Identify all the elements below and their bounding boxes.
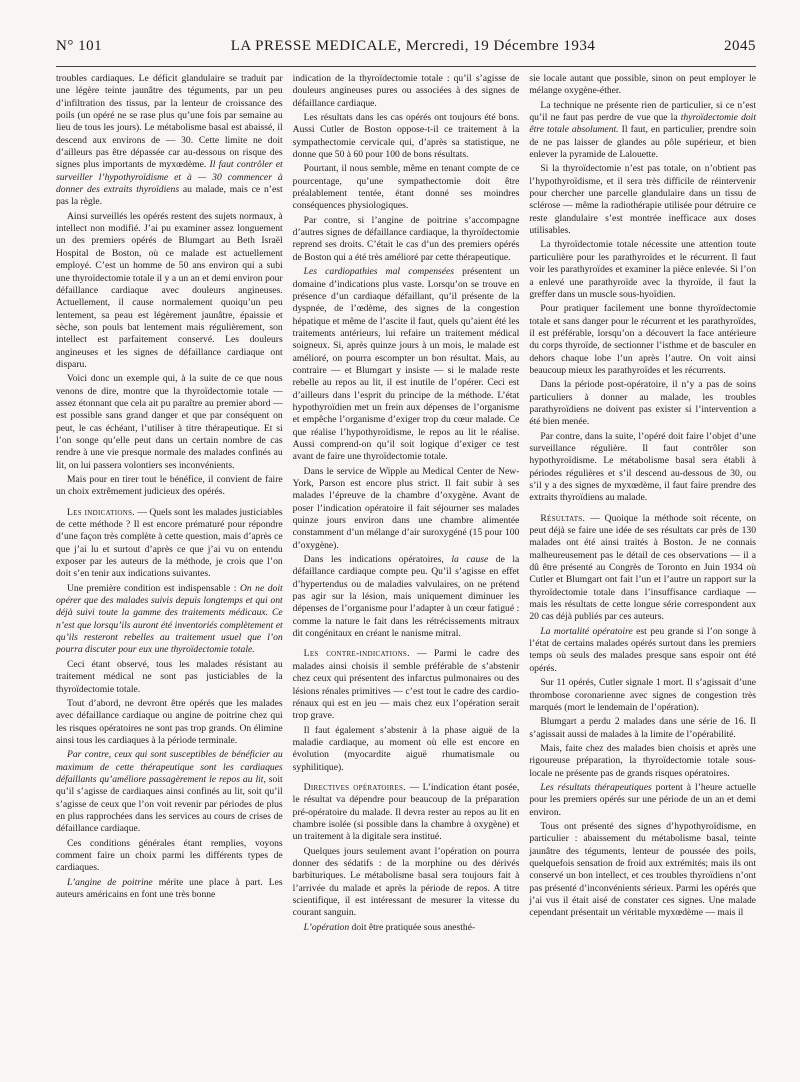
- paragraph-text: Tout d’abord, ne devront être opérés que les malades avec défaillance cardiaque ou angine de poitrine chez qui les risques opératoires ne sont pas trop grands. On élimine ainsi tous les cardiaques à la période terminale.: [56, 697, 283, 746]
- paragraph: [293, 554, 520, 640]
- page-number: 2045: [724, 38, 756, 54]
- paragraph: [56, 838, 283, 875]
- paragraph: [529, 513, 756, 624]
- paragraph: [529, 716, 756, 741]
- paragraph-text: Si la thyroïdectomie n’est pas totale, on n’obtient pas l’hypothyroïdisme, et il sera très difficile de réintervenir pour chercher une parcelle glandulaire dans un tissu de sclérose — même la radiothérapie utilisée pour détruire ce reste glandulaire s’est montrée inefficace aux doses utilisables.: [529, 163, 757, 237]
- paragraph: [293, 73, 520, 110]
- text-column: [56, 73, 283, 936]
- paragraph-text: soit qu’il s’agisse de cardiaques ainsi confinés au lit, soit qu’il s’agisse de ceux que l’on voit revenir par périodes de plus en plus rapprochées dans les services au cours de crises de défaillance cardiaque.: [56, 773, 283, 835]
- paragraph: [529, 73, 756, 98]
- emphasis-text: la cause: [451, 554, 489, 566]
- paragraph: [293, 725, 520, 774]
- text-columns: [56, 73, 756, 936]
- paragraph-text: — Parmi le cadre des malades ainsi choisis il semble préférable de s’abstenir chez ceux qui présentent des infarctus pulmonaires ou des lésions rénales primitives — c’est tout le cadre des cardio-rénaux qui est en jeu — mais chez eux l’opération serait trop grave.: [292, 648, 520, 722]
- paragraph-text: Voici donc un exemple qui, à la suite de ce que nous venons de dire, montre que la thyroïdectomie totale — assez étonnant que cela ait pu paraître au premier abord — est possible sans grand danger et que par conséquent on peut, le cas échéant, l’utiliser à titre thérapeutique. Et si l’on songe qu’elle peut dans un certain nombre de cas rendre à une vie presque normale des malades confinés au lit, on lui passera volontiers ses inconvénients.: [56, 373, 283, 471]
- emphasis-text: On ne doit opérer que des malades suivis depuis longtemps et qui ont déjà suivi toute la gamme des traitements médicaux. Ce n’est que lorsqu’ils auront été inventoriés complètement et qu’ils resteront rebelles au traitement usuel que l’on pourra discuter pour eux une thyroïdectomie totale.: [56, 582, 283, 656]
- paragraph-text: Ceci étant observé, tous les malades résistant au traitement médical ne sont pas justiciables de la thyroïdectomie totale.: [56, 658, 283, 695]
- paragraph-text: Sur 11 opérés, Cutler signale 1 mort. Il s’agissait d’une thrombose coronarienne avec signes de congestion très marqués (mort le lendemain de l’opération).: [529, 677, 757, 713]
- paragraph: [293, 648, 520, 722]
- paragraph-text: — Quoique la méthode soit récente, on peut déjà se faire une idée de ses résultats car près de 130 malades ont été ainsi traités à Boston. Je ne connais malheureusement pas le détail de ces observations — il a dû être présenté au Congrès de Toronto en Juin 1934 où Cutler et Blumgart ont fait l’un et l’autre un rapport sur la thyroïdectomie totale dans l’insuffisance cardiaque — mais les résultats de cette longue série correspondent aux 20 cas déjà publiés par ces auteurs.: [529, 512, 757, 623]
- paragraph: [529, 821, 756, 920]
- paragraph-text: troubles cardiaques. Le déficit glandulaire se traduit par une légère teinte jaunâtre des téguments, par un peu d’infiltration des tissus, par la lenteur de croissance des poils (un opéré ne se rase plus qu’une fois par semaine au lieu de tous les jours). Le métabolisme basal est abaissé, il descend aux environs de — 30. Cette limite ne doit d’ailleurs pas être dépassée car au-dessous on risque des signes plus importants de myxœdème.: [56, 73, 283, 171]
- emphasis-text: L’angine de poitrine: [67, 876, 153, 888]
- paragraph-text: Il faut également s’abstenir à la phase aiguë de la maladie cardiaque, au moment où elle est encore en évolution (myocardite aiguë rhumatismale ou syphilitique).: [292, 724, 520, 773]
- paragraph: [56, 659, 283, 696]
- paragraph-text: La technique ne présente rien de particulier, si ce n’est qu’il ne faut pas perdre de vue que la: [529, 99, 757, 124]
- paragraph-text: — Quels sont les malades justiciables de cette méthode ? Il est encore prématuré pour répondre d’une façon très complète à cette question, mais d’après ce que j’ai lu et surtout d’après ce que j’ai vu on entendu exposer par les auteurs de la méthode, je crois que l’on doit s’en tenir aux indications suivantes.: [56, 506, 283, 580]
- paragraph-text: Il faut, en particulier, prendre soin de ne pas laisser de glandes au pôle supérieur, et bien enlever la pyramide de Lalouette.: [529, 124, 757, 161]
- paragraph: [529, 379, 756, 428]
- paragraph-text: doit être pratiquée sous anesthé-: [349, 921, 476, 933]
- paragraph: [293, 266, 520, 464]
- emphasis-text: Il faut contrôler et surveiller l’hypothyroïdisme et à — 30 commencer à donner des extraits thyroïdiens: [56, 159, 283, 196]
- journal-title: LA PRESSE MEDICALE, Mercredi, 19 Décembre 1934: [230, 38, 596, 54]
- paragraph-text: Une première condition est indispensable :: [67, 582, 240, 594]
- emphasis-text: Les résultats thérapeutiques: [540, 781, 652, 793]
- paragraph: [529, 743, 756, 780]
- paragraph: [529, 782, 756, 819]
- paragraph-text: sie locale autant que possible, sinon on peut employer le mélange oxygène-éther.: [529, 73, 757, 97]
- text-column: [529, 73, 756, 936]
- paragraph-text: Dans la période post-opératoire, il n’y a pas de soins particuliers à donner au malade, les troubles parathyroïdiens ne doivent pas exister si l’intervention a été bien menée.: [529, 379, 757, 428]
- paragraph-text: au malade, mais ce n’est pas la règle.: [56, 184, 283, 208]
- paragraph-text: mérite une place à part. Les auteurs américains en font une très bonne: [56, 876, 283, 900]
- emphasis-text: Par contre, ceux qui sont susceptibles de bénéficier au maximum de cette thérapeutique sont les cardiaques défaillants qu’améliore passagèrement le repos au lit,: [56, 749, 283, 785]
- paragraph-text: Par contre, dans la suite, l’opéré doit faire l’objet d’une surveillance régulière. Il faut contrôler son hypothyroïdisme. Le métabolisme basal sera établi à périodes régulières et s’il descend au-dessous de 30, ou s’il y a des signes de myxœdème, il faut faire prendre des extraits thyroïdiens au malade.: [529, 430, 757, 504]
- paragraph-text: Dans les indications opératoires,: [303, 554, 452, 566]
- paragraph: [56, 73, 283, 209]
- paragraph: [529, 626, 756, 675]
- paragraph: [293, 466, 520, 552]
- paragraph: [56, 507, 283, 581]
- paragraph-text: Pourtant, il nous semble, même en tenant compte de ce pourcentage, qu’une sympathectomie doit être préalablement tentée, étant donné ses moindres conséquences physiologiques.: [292, 163, 520, 212]
- page-header: [56, 38, 756, 62]
- paragraph-text: Quelques jours seulement avant l’opération on pourra donner des sédatifs : de la morphine ou des dérivés barbituriques. Le métabolisme basal sera toujours fait à l’arrivée du malade et après la période de repos. A titre scientifique, il est intéressant de mesurer la vitesse du courant sanguin.: [292, 845, 520, 919]
- paragraph-text: Dans le service de Wipple au Medical Center de New-York, Parson est encore plus strict. Il fait subir à ses malades l’épreuve de la chambre d’oxygène. Avant de poser l’indication opératoire il fait séjourner ses malades quinze jours environ dans une chambre alimentée constamment d’un mélange d’air suroxygéné (15 pour 100 d’oxygène).: [292, 465, 520, 551]
- paragraph-text: Par contre, si l’angine de poitrine s’accompagne d’autres signes de défaillance cardiaque, la thyroïdectomie reprend ses droits. C’était le cas d’un des premiers opérés de Boston qui a été très amélioré par cette thérapeutique.: [292, 214, 520, 263]
- emphasis-text: thyroïdectomie doit être totale absolument.: [529, 112, 757, 136]
- paragraph: [529, 100, 756, 162]
- paragraph-text: La thyroïdectomie totale nécessite une attention toute particulière pour les parathyroïdes et le récurrent. Il faut voir les parathyroïdes et examiner la pièce enlevée. Si l’on a enlevé une parathyroïde avec la thyroïde, il faut la greffer dans un muscle sous-hyoïdien.: [529, 239, 757, 300]
- paragraph: [56, 474, 283, 499]
- paragraph: [293, 782, 520, 844]
- paragraph-text: Blumgart a perdu 2 malades dans une série de 16. Il s’agissait aussi de malades à la limite de l’opérabilité.: [529, 716, 757, 740]
- paragraph: [56, 373, 283, 472]
- paragraph-text: de la défaillance cardiaque compte peu. Qu’il s’agisse en effet d’hypertendus ou de maladies valvulaires, on ne prétend pas agir sur la lésion, mais uniquement diminuer les dépenses de l’organisme pour l’adapter à un cœur fatigué : comme la nature le fait dans les rétrécissements mitraux dit congénitaux en créant le nanisme mitral.: [292, 554, 520, 640]
- paragraph: [56, 698, 283, 747]
- paragraph-text: Les résultats dans les cas opérés ont toujours été bons. Aussi Cutler de Boston oppose-t-il ce traitement à la sympathectomie cervicale qui, d’après sa statistique, ne donne que 50 à 60 pour 100 de bons résultats.: [292, 112, 520, 161]
- paragraph: [529, 431, 756, 505]
- paragraph: [293, 112, 520, 161]
- section-heading: Résultats.: [540, 512, 586, 524]
- paragraph: [56, 749, 283, 835]
- paragraph: [529, 239, 756, 301]
- paragraph-text: portent à l’heure actuelle pour les premiers opérés sur une période de un an et demi environ.: [529, 781, 757, 818]
- paragraph-text: Mais pour en tirer tout le bénéfice, il convient de faire un choix extrêmement judicieux des opérés.: [56, 474, 283, 498]
- paragraph: [293, 215, 520, 264]
- section-heading: Les indications.: [67, 506, 135, 518]
- paragraph-text: Pour pratiquer facilement une bonne thyroïdectomie totale et sans danger pour le récurrent et les parathyroïdes, il est préférable, lorsqu’on a découvert la face antérieure du corps thyroïde, de sectionner l’isthme et de basculer en dehors chaque lobe l’un après l’autre. On voit ainsi beaucoup mieux les parathyroïdes et les récurrents.: [529, 303, 757, 376]
- paragraph-text: Mais, faite chez des malades bien choisis et après une rigoureuse préparation, la thyroïdectomie totale sous-locale ne présente pas de grands risques opératoires.: [529, 742, 757, 779]
- paragraph-text: Ces conditions générales étant remplies, voyons comment faire un choix parmi les différents types de cardiaques.: [56, 837, 283, 874]
- paragraph-text: indication de la thyroïdectomie totale : qu’il s’agisse de douleurs angineuses pures ou associées à des signes de défaillance cardiaque.: [292, 73, 520, 109]
- paragraph-text: Ainsi surveillés les opérés restent des sujets normaux, à intellect non modifié. J’ai pu examiner assez longuement un des premiers opérés de Blumgart au Beth Israël Hospital de Boston, où ce malade est actuellement employé. C’est un homme de 50 ans environ qui a subi une thyroïdectomie totale il y a un an et demi environ pour défaillance cardiaque avec douleurs angineuses. Actuellement, il cause normalement quoiqu’un peu lentement, sa peau est légèrement jaunâtre, épaissie et sèche, son pouls bat lentement mais régulièrement, son intellect est parfaitement conservé. Les douleurs angineuses et les signes de défaillance cardiaque ont disparu.: [56, 210, 283, 370]
- paragraph-text: Tous ont présenté des signes d’hypothyroïdisme, en particulier : abaissement du métabolisme basal, teinte jaunâtre des téguments, lenteur de poussée des poils, quelquefois sensation de froid aux extrémités; mais ils ont conservé un bon intellect, et ces troubles thyroïdiens n’ont pas présenté d’inconvénients sérieux. Parmi les opérés que j’ai vus il était aisé de constater ces signes. Une malade cependant présentait un véritable myxœdème — mais il: [529, 820, 757, 919]
- paragraph: [293, 163, 520, 212]
- paragraph-text: présentent un domaine d’indications plus vaste. Lorsqu’on se trouve en présence d’un cardiaque défaillant, qu’il présente de la dyspnée, de l’œdème, des signes de la congestion hépatique et même de l’ascite il faut, quels qu’aient été les traitements antérieurs, lui refaire un traitement médical soigneux. Si, après quinze jours à un mois, le malade est amélioré, on pourra escompter un bon résultat. Mais, au contraire — et Blumgart y insiste — si le malade reste rebelle au repos au lit, il est inutile de l’opérer. Ceci est d’ailleurs dans l’esprit du principe de la méthode. L’état hypothyroïdien met un frein aux dépenses de l’organisme et empêche l’organisme d’exiger trop du cœur malade. Ce que réalise l’hypothyroïdisme, le repos au lit le réalise. Aussi comprend-on qu’il soit logique d’exiger ce test avant de faire une thyroïdectomie totale.: [292, 266, 520, 463]
- emphasis-text: Les cardiopathies mal compensées: [303, 266, 455, 278]
- paragraph: [56, 583, 283, 657]
- issue-number: N° 101: [56, 38, 103, 54]
- paragraph: [529, 163, 756, 237]
- paragraph: [56, 877, 283, 902]
- emphasis-text: La mortalité opératoire: [540, 625, 633, 637]
- section-heading: Directives opératoires.: [303, 781, 406, 793]
- emphasis-text: L’opération: [303, 921, 350, 933]
- paragraph: [529, 303, 756, 377]
- header-rule: [56, 66, 756, 67]
- text-column: [293, 73, 520, 936]
- paragraph: [529, 677, 756, 714]
- paragraph-text: — L’indication étant posée, le résultat va dépendre pour beaucoup de la préparation pré-opératoire du malade. Il devra rester au repos au lit en chambre isolée (si possible dans la chambre à oxygène) et un traitement à la digitale sera institué.: [292, 781, 520, 843]
- section-heading: Les contre-indications.: [303, 648, 410, 660]
- paragraph: [293, 922, 520, 934]
- paragraph-text: est peu grande si l’on songe à l’état de certains malades opérés surtout dans les premiers temps où seuls des malades presque sans espoir ont été opérés.: [529, 625, 757, 674]
- paragraph: [293, 846, 520, 920]
- paragraph: [56, 211, 283, 371]
